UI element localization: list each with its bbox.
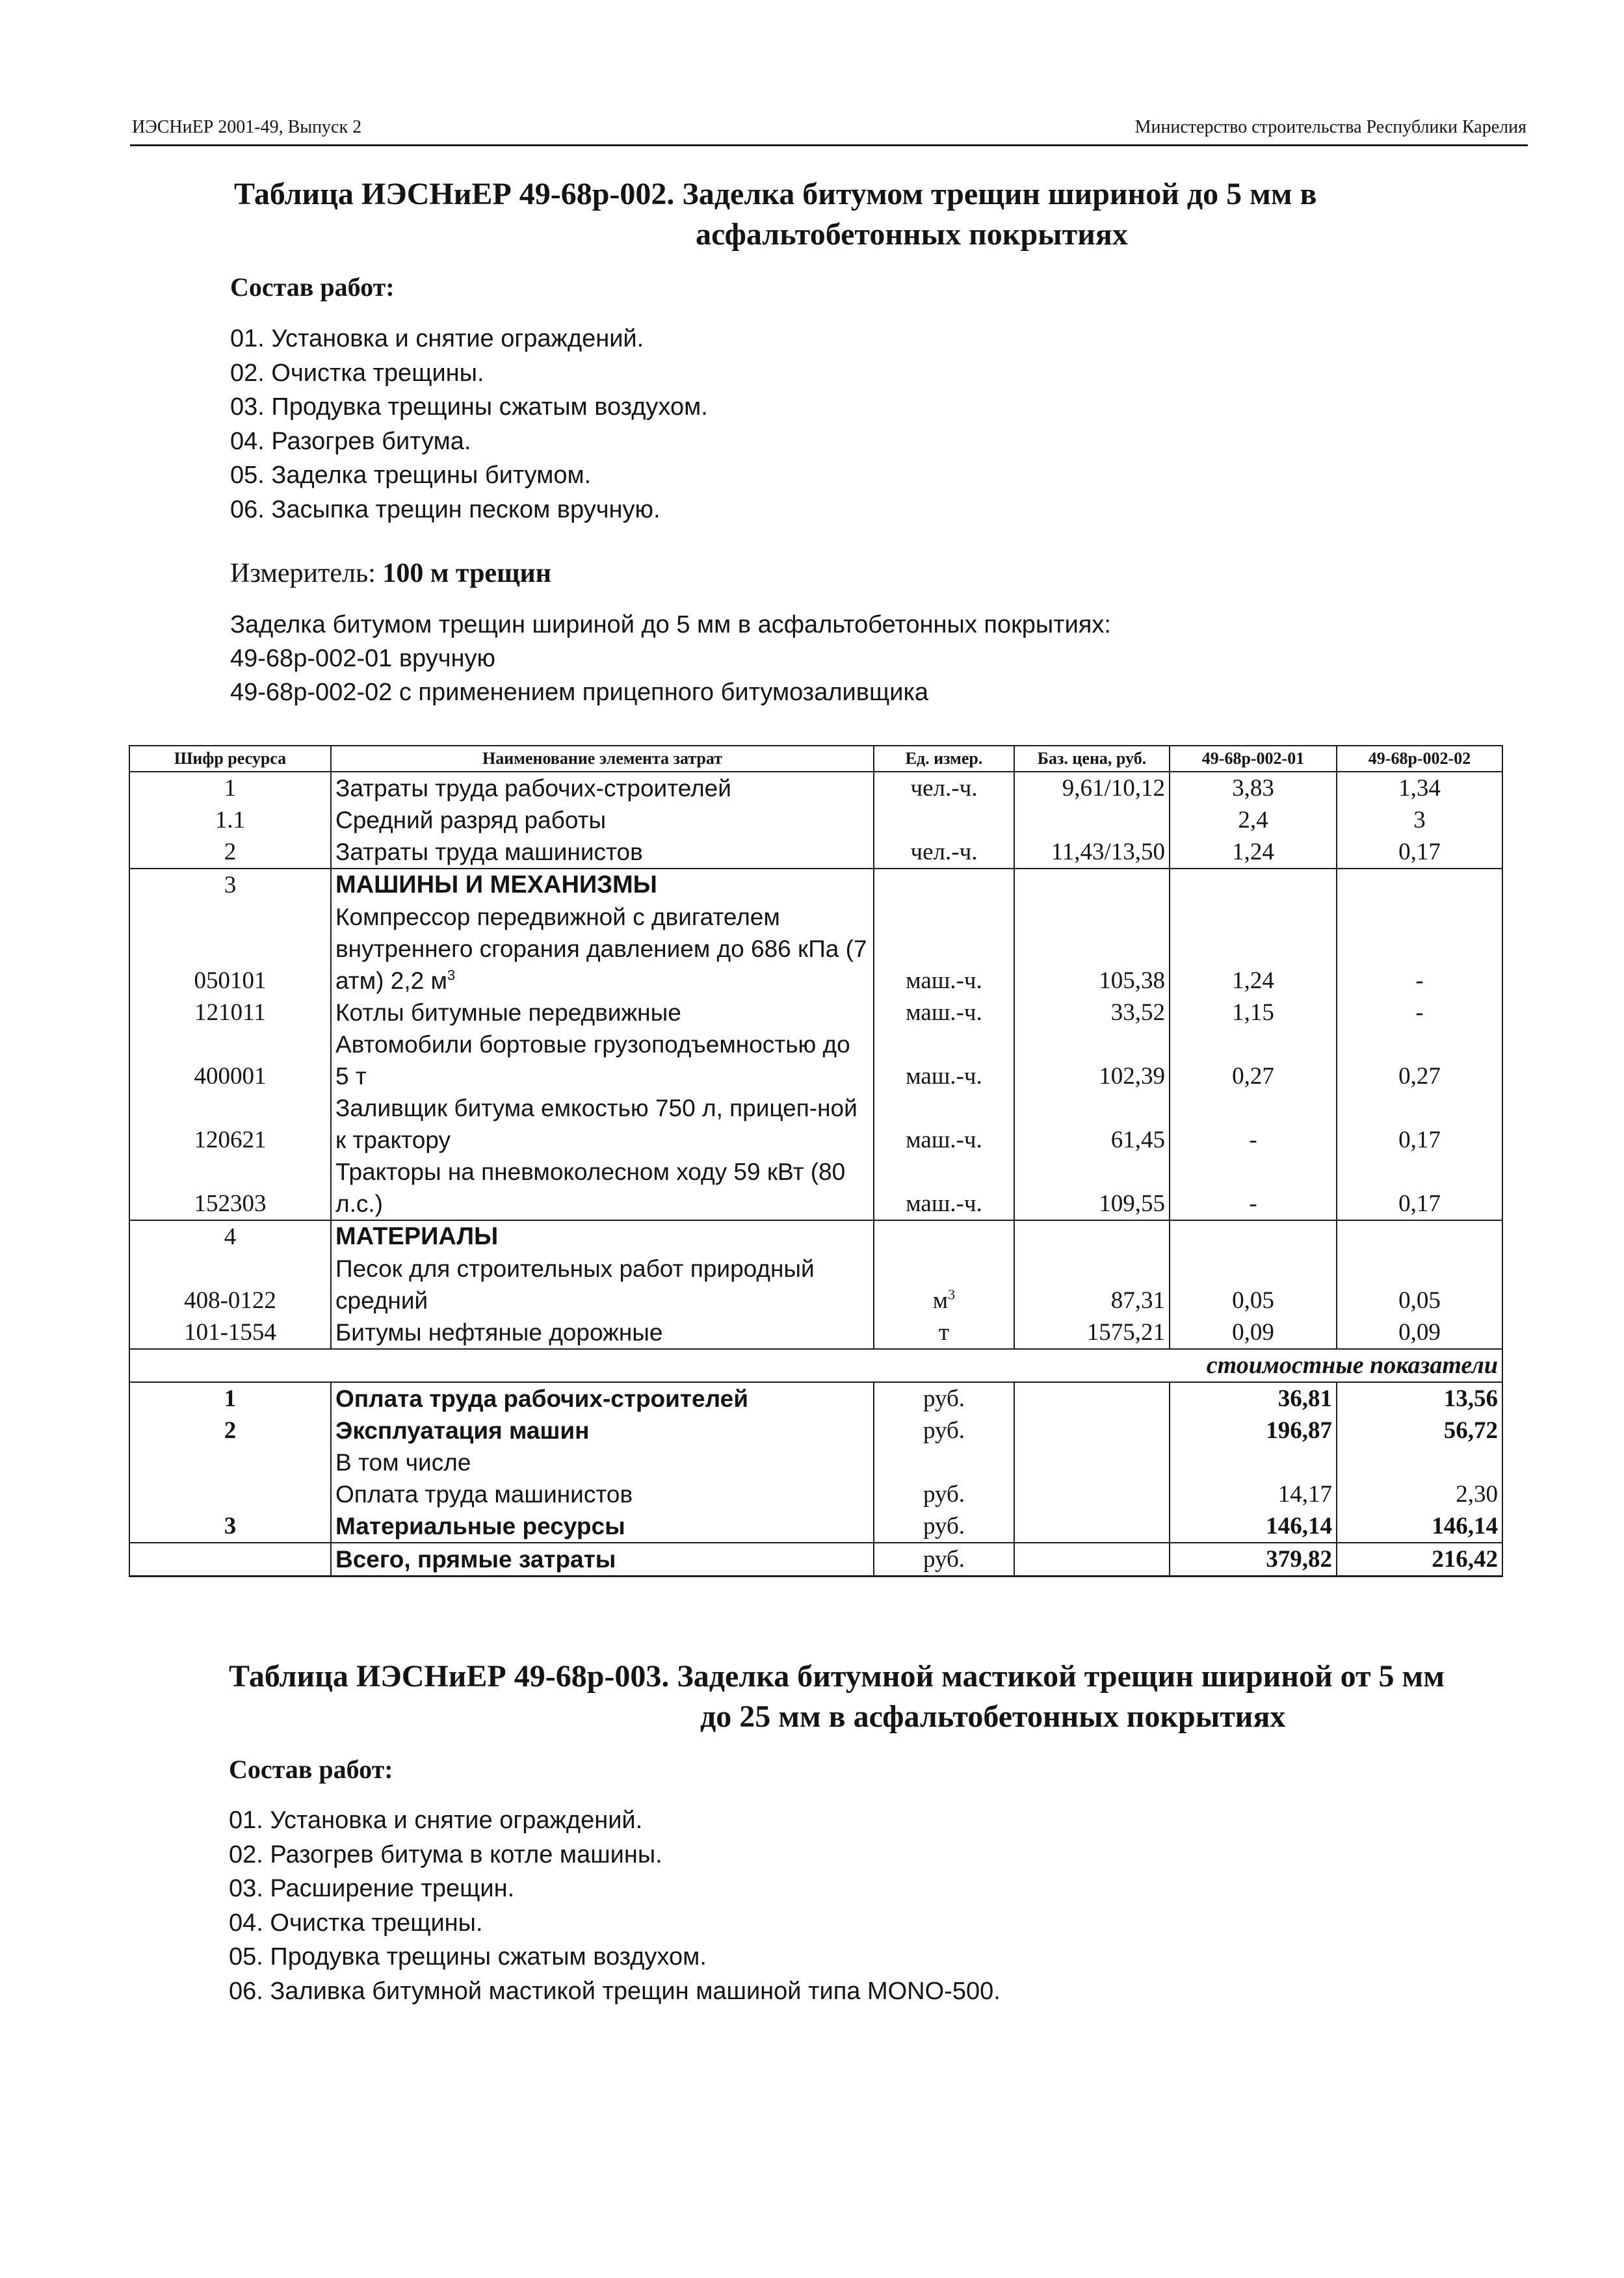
table1-title-line1: Таблица ИЭСНиЕР 49-68р-002. Заделка битумом трещин шириной до 5 мм в [234, 177, 1317, 211]
measure-label: Измеритель: [230, 558, 383, 588]
cell-value-02 [1337, 1447, 1502, 1478]
table-row [129, 1028, 1502, 1092]
empty-cell [1014, 1382, 1170, 1415]
cell-value-02: 3 [1337, 804, 1502, 836]
cell-code: 2 [129, 1415, 331, 1447]
table-header-row [129, 746, 1502, 772]
cell-price: 87,31 [1014, 1253, 1170, 1316]
cell-code: 2 [129, 836, 331, 869]
work-item: 04. Очистка трещины. [229, 1909, 483, 1937]
table2-title-line1: Таблица ИЭСНиЕР 49-68р-003. Заделка битумной мастикой трещин шириной от 5 мм [229, 1659, 1445, 1694]
empty-cell [1014, 869, 1170, 901]
cell-value-02: 2,30 [1337, 1478, 1502, 1510]
cell-unit: маш.-ч. [874, 1156, 1014, 1220]
cell-code: 4 [129, 1220, 331, 1253]
cell-value-01: 196,87 [1170, 1415, 1337, 1447]
work-item: 06. Засыпка трещин песком вручную. [230, 495, 661, 523]
cell-value-01: 1,24 [1170, 836, 1337, 869]
cell-name: Материальные ресурсы [331, 1510, 874, 1543]
cell-name: В том числе [331, 1447, 874, 1478]
description-line: Заделка битумом трещин шириной до 5 мм в асфальтобетонных покрытиях: [230, 611, 1111, 638]
table-row [129, 1092, 1502, 1156]
cell-value-02: 0,17 [1337, 836, 1502, 869]
cell-name: Оплата труда машинистов [331, 1478, 874, 1510]
cell-price: 102,39 [1014, 1028, 1170, 1092]
description-line: 49-68р-002-02 с применением прицепного битумозаливщика [230, 679, 929, 706]
cell-name: Котлы битумные передвижные [331, 997, 874, 1028]
header-divider [130, 144, 1528, 146]
section-title: МАШИНЫ И МЕХАНИЗМЫ [331, 869, 874, 901]
cell-value-02: 1,34 [1337, 772, 1502, 804]
cell-value-01: - [1170, 1092, 1337, 1156]
cell-price: 11,43/13,50 [1014, 836, 1170, 869]
cell-code: 101-1554 [129, 1316, 331, 1349]
cell-unit [874, 1253, 1014, 1316]
col-header-norm-02: 49-68р-002-02 [1337, 746, 1502, 772]
cell-unit [874, 804, 1014, 836]
empty-cell [1014, 1220, 1170, 1253]
cell-unit: маш.-ч. [874, 1092, 1014, 1156]
empty-cell [1014, 1510, 1170, 1543]
work-item: 05. Продувка трещины сжатым воздухом. [229, 1943, 707, 1970]
cell-code: 400001 [129, 1028, 331, 1092]
superscript: 3 [447, 967, 456, 984]
cell-unit: чел.-ч. [874, 836, 1014, 869]
cell-unit: чел.-ч. [874, 772, 1014, 804]
table2-works-list [229, 1803, 1001, 2008]
cell-value-01: 3,83 [1170, 772, 1337, 804]
cell-name: Оплата труда рабочих-строителей [331, 1382, 874, 1415]
empty-cell [1170, 869, 1337, 901]
empty-cell [1014, 1478, 1170, 1510]
empty-cell [1014, 1447, 1170, 1478]
table1-description [230, 608, 1111, 709]
work-item: 02. Разогрев битума в котле машины. [229, 1840, 662, 1868]
cell-value-02: 13,56 [1337, 1382, 1502, 1415]
cell-value-01: 146,14 [1170, 1510, 1337, 1543]
cost-caption-row [129, 1349, 1502, 1382]
cell-code: 120621 [129, 1092, 331, 1156]
section-row-machines [129, 869, 1502, 901]
cell-value-02: 0,17 [1337, 1092, 1502, 1156]
cell-value-02: 0,17 [1337, 1156, 1502, 1220]
cell-code: 408-0122 [129, 1253, 331, 1316]
cell-price: 33,52 [1014, 997, 1170, 1028]
cell-unit: руб. [874, 1478, 1014, 1510]
total-label: Всего, прямые затраты [331, 1543, 874, 1577]
unit-text: м [932, 1287, 949, 1314]
ministry-name: Министерство строительства Республики Карелия [1134, 117, 1526, 137]
cell-code: 3 [129, 869, 331, 901]
work-item: 02. Очистка трещины. [230, 359, 484, 387]
empty-cell [1170, 1220, 1337, 1253]
cell-name [331, 901, 874, 997]
cell-value-01: 1,24 [1170, 901, 1337, 997]
cell-code: 152303 [129, 1156, 331, 1220]
table-row [129, 1316, 1502, 1349]
cell-value-01 [1170, 1447, 1337, 1478]
cell-name: Автомобили бортовые грузоподъемностью до 5 т [331, 1028, 874, 1092]
cell-value-01: 36,81 [1170, 1382, 1337, 1415]
empty-cell [1337, 1220, 1502, 1253]
cell-unit: руб. [874, 1510, 1014, 1543]
measure-value: 100 м трещин [382, 558, 551, 588]
cell-price [1014, 804, 1170, 836]
table2-works-heading: Состав работ: [229, 1755, 393, 1784]
table-row [129, 1415, 1502, 1447]
cell-name: Затраты труда рабочих-строителей [331, 772, 874, 804]
cell-value-02: 0,09 [1337, 1316, 1502, 1349]
section-title: МАТЕРИАЛЫ [331, 1220, 874, 1253]
cell-code [129, 1447, 331, 1478]
cell-name: Затраты труда машинистов [331, 836, 874, 869]
cell-unit: маш.-ч. [874, 901, 1014, 997]
col-header-code: Шифр ресурса [129, 746, 331, 772]
cell-value-02: 56,72 [1337, 1415, 1502, 1447]
empty-cell [874, 1220, 1014, 1253]
cell-name: Средний разряд работы [331, 804, 874, 836]
work-item: 05. Заделка трещины битумом. [230, 462, 592, 489]
cell-value-01: 14,17 [1170, 1478, 1337, 1510]
cell-value-01: - [1170, 1156, 1337, 1220]
table1-title-line2: асфальтобетонных покрытиях [696, 217, 1128, 252]
cell-price: 105,38 [1014, 901, 1170, 997]
cell-code: 121011 [129, 997, 331, 1028]
cost-table [129, 745, 1503, 1577]
section-row-materials [129, 1220, 1502, 1253]
table-row [129, 804, 1502, 836]
work-item: 01. Установка и снятие ограждений. [230, 325, 644, 352]
table1-works-heading: Состав работ: [230, 272, 395, 302]
col-header-price: Баз. цена, руб. [1014, 746, 1170, 772]
cell-price: 61,45 [1014, 1092, 1170, 1156]
table-row [129, 1156, 1502, 1220]
col-header-norm-01: 49-68р-002-01 [1170, 746, 1337, 772]
table-row [129, 1510, 1502, 1543]
cell-value-01: 0,09 [1170, 1316, 1337, 1349]
cell-code: 3 [129, 1510, 331, 1543]
cell-unit: руб. [874, 1543, 1014, 1577]
cell-code: 1 [129, 772, 331, 804]
empty-cell [874, 869, 1014, 901]
cell-price: 109,55 [1014, 1156, 1170, 1220]
measure-unit [230, 558, 551, 589]
cell-unit: маш.-ч. [874, 997, 1014, 1028]
cell-unit: руб. [874, 1382, 1014, 1415]
cell-value-01: 0,27 [1170, 1028, 1337, 1092]
col-header-name: Наименование элемента затрат [331, 746, 874, 772]
cell-value-02: - [1337, 997, 1502, 1028]
cell-code: 1.1 [129, 804, 331, 836]
empty-cell [1014, 1415, 1170, 1447]
work-item: 01. Установка и снятие ограждений. [229, 1807, 643, 1834]
cell-name: Песок для строительных работ природный средний [331, 1253, 874, 1316]
cell-name: Битумы нефтяные дорожные [331, 1316, 874, 1349]
cell-unit: руб. [874, 1415, 1014, 1447]
cell-price: 9,61/10,12 [1014, 772, 1170, 804]
cell-value-01: 0,05 [1170, 1253, 1337, 1316]
table-row [129, 1253, 1502, 1316]
work-item: 03. Расширение трещин. [229, 1875, 515, 1902]
cell-value-02: 0,27 [1337, 1028, 1502, 1092]
superscript: 3 [948, 1286, 956, 1303]
table2-title-line2: до 25 мм в асфальтобетонных покрытиях [700, 1699, 1286, 1734]
col-header-unit: Ед. измер. [874, 746, 1014, 772]
total-value-01: 379,82 [1170, 1543, 1337, 1577]
total-value-02: 216,42 [1337, 1543, 1502, 1577]
table-row [129, 1478, 1502, 1510]
table-row [129, 997, 1502, 1028]
work-item: 06. Заливка битумной мастикой трещин машиной типа MONO-500. [229, 1977, 1001, 2005]
table-row [129, 836, 1502, 869]
work-item: 03. Продувка трещины сжатым воздухом. [230, 393, 708, 421]
cell-unit: т [874, 1316, 1014, 1349]
table1-works-list [230, 322, 708, 527]
cell-price: 1575,21 [1014, 1316, 1170, 1349]
document-code: ИЭСНиЕР 2001-49, Выпуск 2 [132, 117, 362, 137]
cell-value-01: 1,15 [1170, 997, 1337, 1028]
work-item: 04. Разогрев битума. [230, 427, 471, 455]
table-row [129, 1382, 1502, 1415]
cell-value-02: 0,05 [1337, 1253, 1502, 1316]
cell-value-02: 146,14 [1337, 1510, 1502, 1543]
cell-name: Тракторы на пневмоколесном ходу 59 кВт (80 л.с.) [331, 1156, 874, 1220]
empty-cell [1014, 1543, 1170, 1577]
table-row [129, 1447, 1502, 1478]
cost-caption: стоимостные показатели [129, 1349, 1502, 1382]
cell-code: 1 [129, 1382, 331, 1415]
table-row [129, 901, 1502, 997]
description-line: 49-68р-002-01 вручную [230, 645, 496, 672]
cell-value-02: - [1337, 901, 1502, 997]
cell-value-01: 2,4 [1170, 804, 1337, 836]
cell-name: Заливщик битума емкостью 750 л, прицеп-ной к трактору [331, 1092, 874, 1156]
table-row [129, 772, 1502, 804]
empty-cell [129, 1543, 331, 1577]
cell-unit [874, 1447, 1014, 1478]
empty-cell [1337, 869, 1502, 901]
total-row [129, 1543, 1502, 1577]
cell-code [129, 1478, 331, 1510]
cell-unit: маш.-ч. [874, 1028, 1014, 1092]
cell-code: 050101 [129, 901, 331, 997]
cell-name-text: Компрессор передвижной с двигателем внутреннего сгорания давлением до 686 кПа (7 атм) 2,2 м [335, 904, 867, 994]
cell-name: Эксплуатация машин [331, 1415, 874, 1447]
